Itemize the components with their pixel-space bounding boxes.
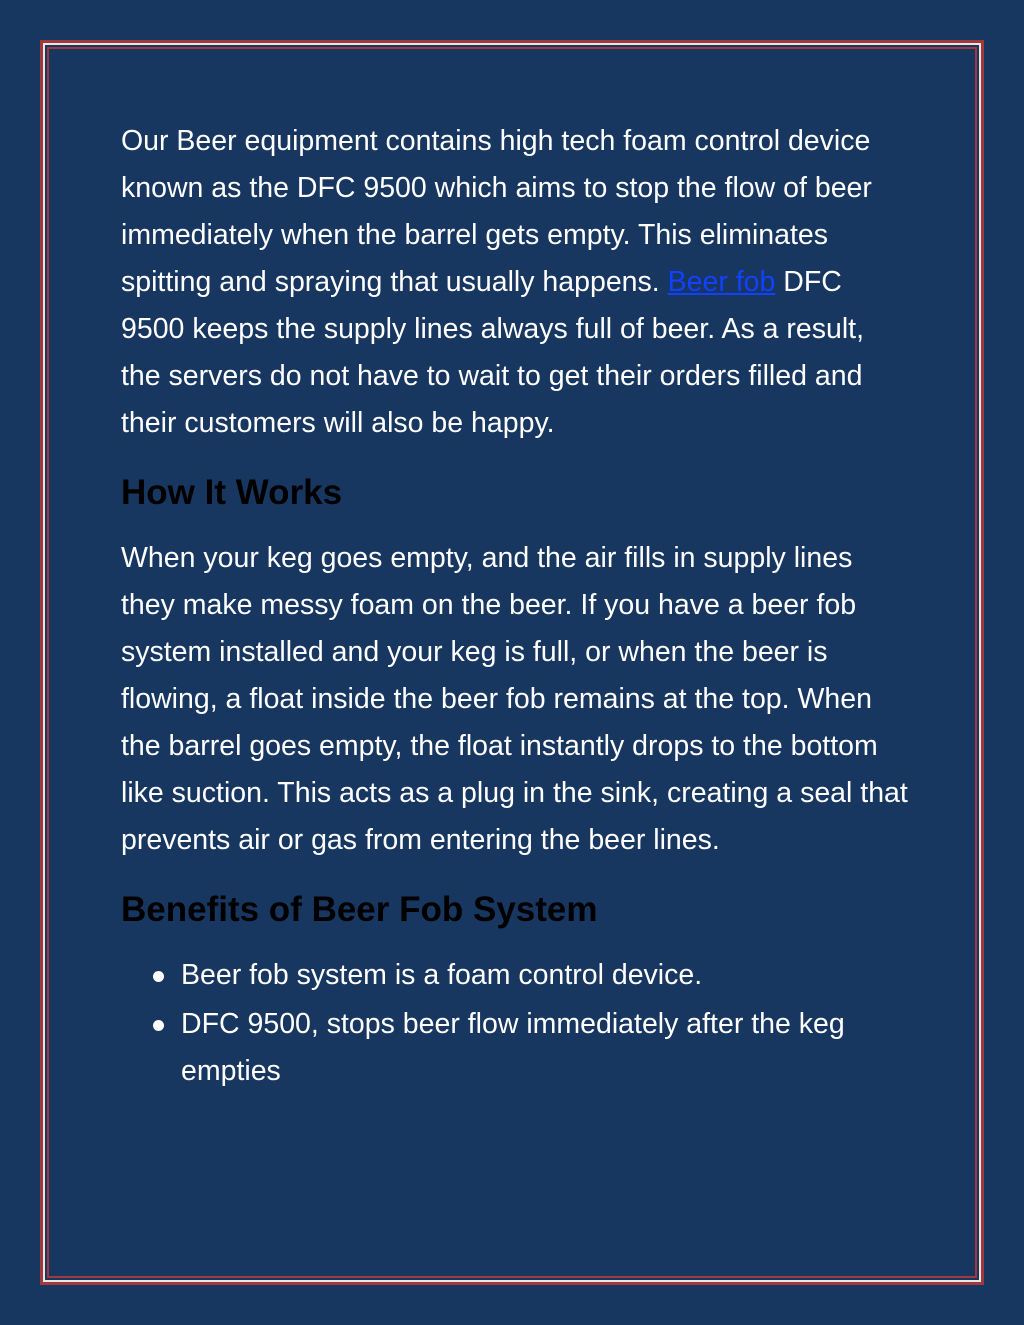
- beer-fob-link[interactable]: Beer fob: [667, 266, 776, 298]
- document-content: [121, 118, 911, 1097]
- benefits-list: [121, 952, 911, 1095]
- how-it-works-paragraph: When your keg goes empty, and the air fills in supply lines they make messy foam on the beer. If you have a beer fob system installed and your keg is full, or when the beer is flowing, a float inside the beer fob remains at the top. When the barrel goes empty, the float instantly drops to the bottom like suction. This acts as a plug in the sink, creating a seal that prevents air or gas from entering the beer lines.: [121, 542, 908, 856]
- intro-text-before-link: Our Beer equipment contains high tech foam control device known as the DFC 9500 which aims to stop the flow of beer immediately when the barrel gets empty. This eliminates spitting and spraying that usually happens.: [121, 125, 872, 298]
- intro-text-after-link: DFC 9500 keeps the supply lines always full of beer. As a result, the servers do not have to wait to get their orders filled and their customers will also be happy.: [121, 266, 865, 439]
- benefit-item-text: DFC 9500, stops beer flow immediately after the keg empties: [181, 1008, 845, 1087]
- how-it-works-heading: How It Works: [121, 473, 343, 512]
- benefit-item-text: Beer fob system is a foam control device.: [181, 959, 703, 991]
- benefit-item: [121, 952, 911, 999]
- intro-paragraph: [121, 118, 911, 447]
- bullet-icon: [153, 1020, 164, 1031]
- benefits-heading: Benefits of Beer Fob System: [121, 890, 598, 929]
- bullet-icon: [153, 971, 164, 982]
- benefit-item: [121, 1001, 911, 1095]
